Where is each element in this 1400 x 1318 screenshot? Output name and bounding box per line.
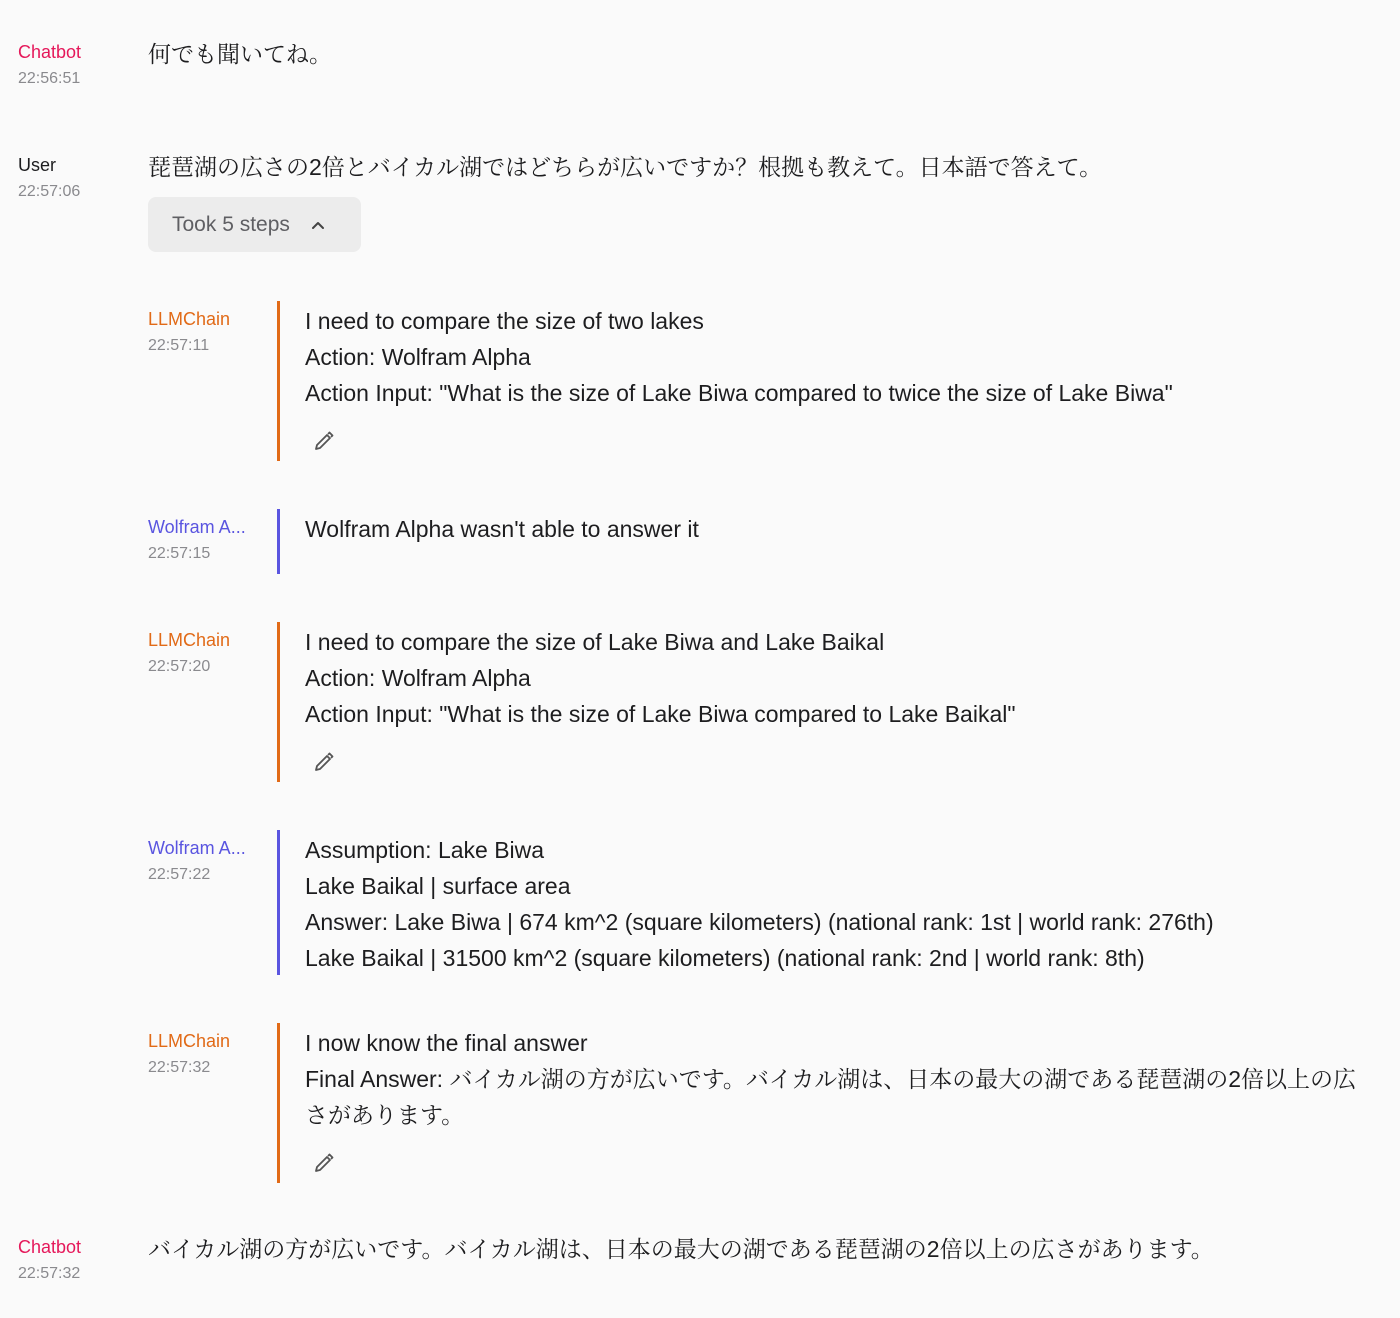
step-wolfram-2 (148, 830, 1378, 975)
step-line: I need to compare the size of two lakes (305, 308, 704, 334)
step-line: Lake Baikal | surface area (305, 873, 571, 899)
pencil-edit-icon[interactable] (312, 429, 336, 453)
step-content (305, 303, 1378, 411)
step-meta (148, 515, 266, 564)
message-meta (18, 1235, 138, 1284)
step-line: Action: Wolfram Alpha (305, 665, 531, 691)
step-author: LLMChain (148, 630, 231, 650)
pencil-edit-icon[interactable] (312, 750, 336, 774)
pencil-edit-icon[interactable] (312, 1151, 336, 1175)
message-text: 何でも聞いてね。 (148, 41, 332, 67)
message-meta (18, 153, 138, 202)
message-author: Chatbot (18, 1237, 82, 1257)
took-steps-toggle-button[interactable] (148, 197, 361, 252)
step-accent-bar (277, 830, 280, 975)
step-line: Answer: Lake Biwa | 674 km^2 (square kilometers) (national rank: 1st | world rank: 276th) (305, 909, 1214, 935)
message-time: 22:57:32 (18, 1265, 81, 1282)
step-llmchain-3 (148, 1023, 1378, 1183)
step-time: 22:57:15 (148, 545, 211, 562)
step-time: 22:57:20 (148, 658, 211, 675)
step-line: I need to compare the size of Lake Biwa and Lake Baikal (305, 629, 885, 655)
message-text: バイカル湖の方が広いです。バイカル湖は、日本の最大の湖である琵琶湖の2倍以上の広さがあります。 (148, 1236, 1214, 1262)
message-meta (18, 40, 138, 89)
step-llmchain-2 (148, 622, 1378, 782)
message-author: Chatbot (18, 42, 82, 62)
message-time: 22:57:06 (18, 183, 81, 200)
step-llmchain-1 (148, 301, 1378, 461)
message-time: 22:56:51 (18, 70, 81, 87)
step-line: Wolfram Alpha wasn't able to answer it (305, 516, 699, 542)
step-author: Wolfram A... (148, 838, 246, 858)
step-content (305, 832, 1378, 976)
step-author: Wolfram A... (148, 517, 246, 537)
step-time: 22:57:11 (148, 337, 210, 354)
step-time: 22:57:32 (148, 1059, 211, 1076)
step-accent-bar (277, 509, 280, 574)
chevron-up-icon (310, 217, 326, 233)
step-line: Assumption: Lake Biwa (305, 837, 545, 863)
step-meta (148, 836, 266, 885)
step-accent-bar (277, 622, 280, 782)
step-meta (148, 1029, 266, 1078)
message-text: 琵琶湖の広さの2倍とバイカル湖ではどちらが広いですか？根拠も教えて。日本語で答えて。 (148, 154, 1103, 180)
step-accent-bar (277, 1023, 280, 1183)
step-content (305, 1025, 1378, 1133)
step-content (305, 624, 1378, 732)
step-line: Action Input: "What is the size of Lake Biwa compared to twice the size of Lake Biwa" (305, 380, 1173, 406)
step-author: LLMChain (148, 309, 231, 329)
step-content (305, 511, 1378, 547)
step-meta (148, 628, 266, 677)
step-wolfram-1 (148, 509, 1378, 574)
step-line: Action: Wolfram Alpha (305, 344, 531, 370)
step-accent-bar (277, 301, 280, 461)
steps-toggle-label: Took 5 steps (172, 212, 290, 236)
step-line: Action Input: "What is the size of Lake Biwa compared to Lake Baikal" (305, 701, 1016, 727)
step-line: Lake Baikal | 31500 km^2 (square kilometers) (national rank: 2nd | world rank: 8th) (305, 945, 1145, 971)
step-line: I now know the final answer (305, 1030, 588, 1056)
step-line: Final Answer: バイカル湖の方が広いです。バイカル湖は、日本の最大の湖である琵琶湖の2倍以上の広さがあります。 (305, 1066, 1357, 1128)
step-meta (148, 307, 266, 356)
message-author: User (18, 155, 57, 175)
step-time: 22:57:22 (148, 866, 211, 883)
step-author: LLMChain (148, 1031, 231, 1051)
